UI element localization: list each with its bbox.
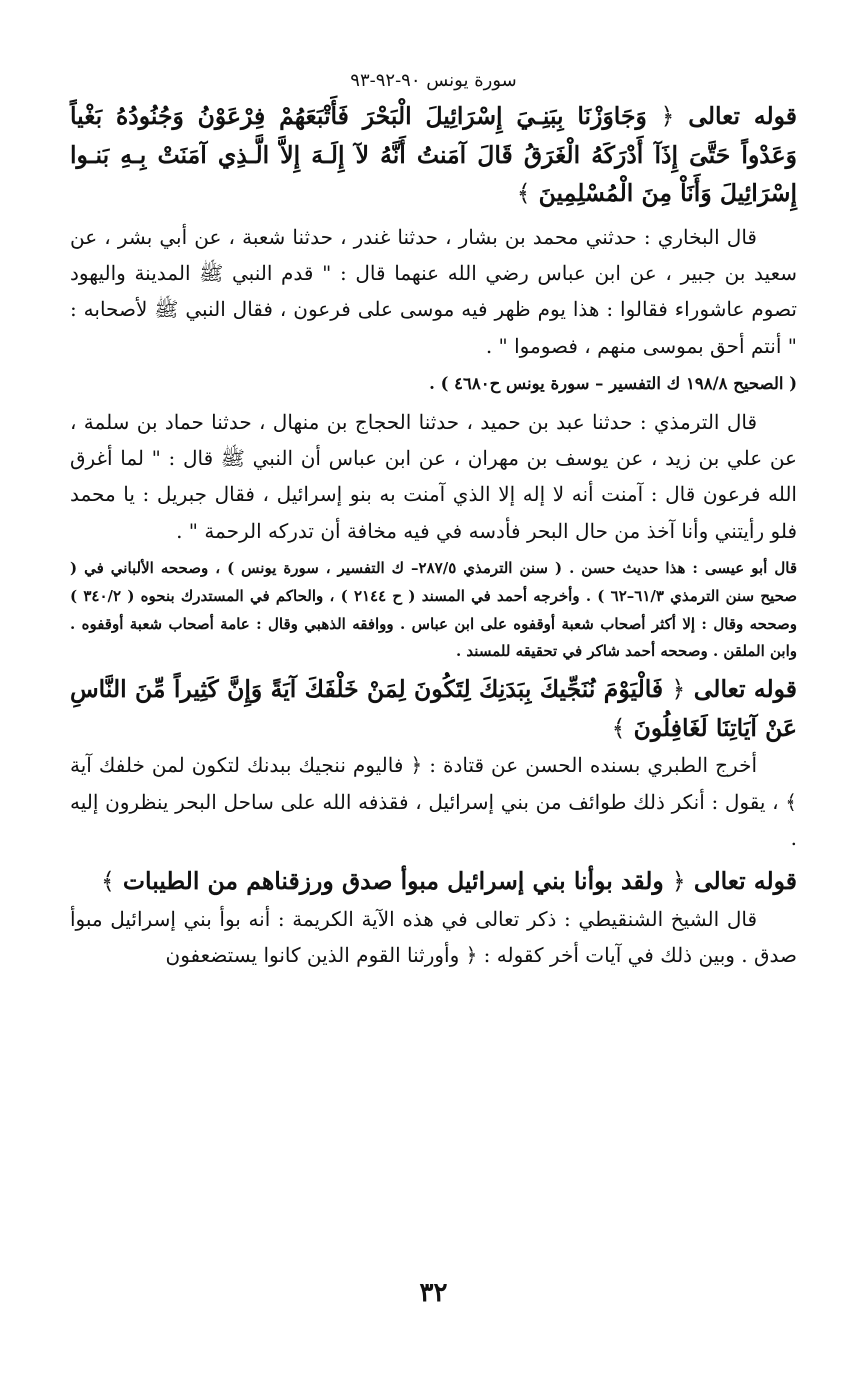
verse-lead: قوله تعالى — [693, 675, 798, 704]
hadith-bukhari: قال البخاري : حدثني محمد بن بشار ، حدثنا غندر ، حدثنا شعبة ، عن أبي بشر ، عن سعيد بن جبير ، عن ابن عباس رضي الله عنهما قال : " قدم النبي ﷺ المدينة واليهود تصوم عاشوراء فقالوا : هذا يوم ظهر فيه موسى على فرعون ، فقال النبي ﷺ لأصحابه : " أنتم أحق بموسى منهم ، فصوموا " . — [70, 224, 798, 358]
page-body — [70, 70, 797, 974]
close-brace: ﴾ — [516, 179, 531, 208]
verse-block-2 — [70, 670, 797, 747]
quran-verse-text: فَالْيَوْمَ نُنَجِّيكَ بِبَدَنِكَ لِتَكُونَ لِمَنْ خَلْفَكَ آيَةً وَإِنَّ كَثِيراً مِّنَ النَّاسِ عَنْ آيَاتِنَا لَغَافِلُونَ — [70, 675, 797, 742]
verse-block-3 — [70, 862, 797, 901]
verse-block-1 — [70, 97, 797, 213]
tafsir-tabari: أخرج الطبري بسنده الحسن عن قتادة : ﴿ فاليوم ننجيك ببدنك لتكون لمن خلفك آية ﴾ ، يقول : أنكر ذلك طوائف من بني إسرائيل ، فقذفه الله على ساحل البحر ينظرون إليه . — [70, 753, 797, 850]
open-brace: ﴿ — [671, 867, 686, 896]
hadith-tirmidhi: قال الترمذي : حدثنا عبد بن حميد ، حدثنا الحجاج بن منهال ، حدثنا حماد بن سلمة ، عن علي بن زيد ، عن يوسف بن مهران ، عن ابن عباس أن النبي ﷺ قال : " لما أغرق الله فرعون قال : آمنت أنه لا إله إلا الذي آمنت به بنو إسرائيل ، فقال جبريل : يا محمد فلو رأيتني وأنا آخذ من حال البحر فأدسه في فيه مخافة أن تدركه الرحمة " . — [70, 409, 797, 543]
reference-line: ( الصحيح ١٩٨/٨ ك التفسير – سورة يونس ح٤٦٨٠ ) . — [429, 374, 797, 394]
verse-lead: قوله تعالى — [693, 867, 797, 896]
tafsir-shanqiti: قال الشيخ الشنقيطي : ذكر تعالى في هذه الآية الكريمة : أنه بوأ بني إسرائيل مبوأ صدق . وبين ذلك في آيات أخر كقوله : ﴿ وأورثنا القوم الذين كانوا يستضعفون — [70, 906, 797, 968]
running-head: سورة يونس ٩٠-٩٢-٩٣ — [350, 70, 517, 91]
open-brace: ﴿ — [671, 675, 686, 704]
quran-verse-text: وَجَاوَزْنَا بِبَنِـيَ إِسْرَائِيلَ الْبَحْرَ فَأَتْبَعَهُمْ فِرْعَوْنُ وَجُنُودُهُ بَغْياً وَعَدْواً حَتَّىَ إِذَآ أَدْرَكَهُ الْغَرَقُ قَالَ آمَنتُ أَنَّهُ لآ إِلَـهَ إِلاَّ الَّـذِي آمَنَتْ بِـهِ بَنـوا إِسْرَائِيلَ وَأَنَاْ مِنَ الْمُسْلِمِينَ — [70, 102, 797, 208]
open-brace: ﴿ — [660, 102, 675, 130]
takhrij-note: قال أبو عيسى : هذا حديث حسن . ( سنن الترمذي ٢٨٧/٥– ك التفسير ، سورة يونس ) ، وصححه الألباني في ( صحيح سنن الترمذي ٦١/٣–٦٢ ) . وأخرجه أحمد في المسند ( ح ٢١٤٤ ) ، والحاكم في المستدرك بنحوه ( ٣٤٠/٢ ) وصححه وقال : إلا أكثر أصحاب شعبة أوقفوه على ابن عباس . ووافقه الذهبي وقال : عامة أصحاب شعبة أوقفوه . وابن الملقن . وصححه أحمد شاكر في تحقيقه للمسند . — [70, 559, 797, 661]
close-brace: ﴾ — [611, 713, 626, 742]
verse-lead: قوله تعالى — [688, 102, 797, 130]
quran-verse-text: ولقد بوأنا بني إسرائيل مبوأ صدق ورزقناهم من الطيبات — [122, 867, 664, 896]
close-brace: ﴾ — [100, 867, 115, 896]
page-number: ٣٢ — [419, 1278, 448, 1308]
